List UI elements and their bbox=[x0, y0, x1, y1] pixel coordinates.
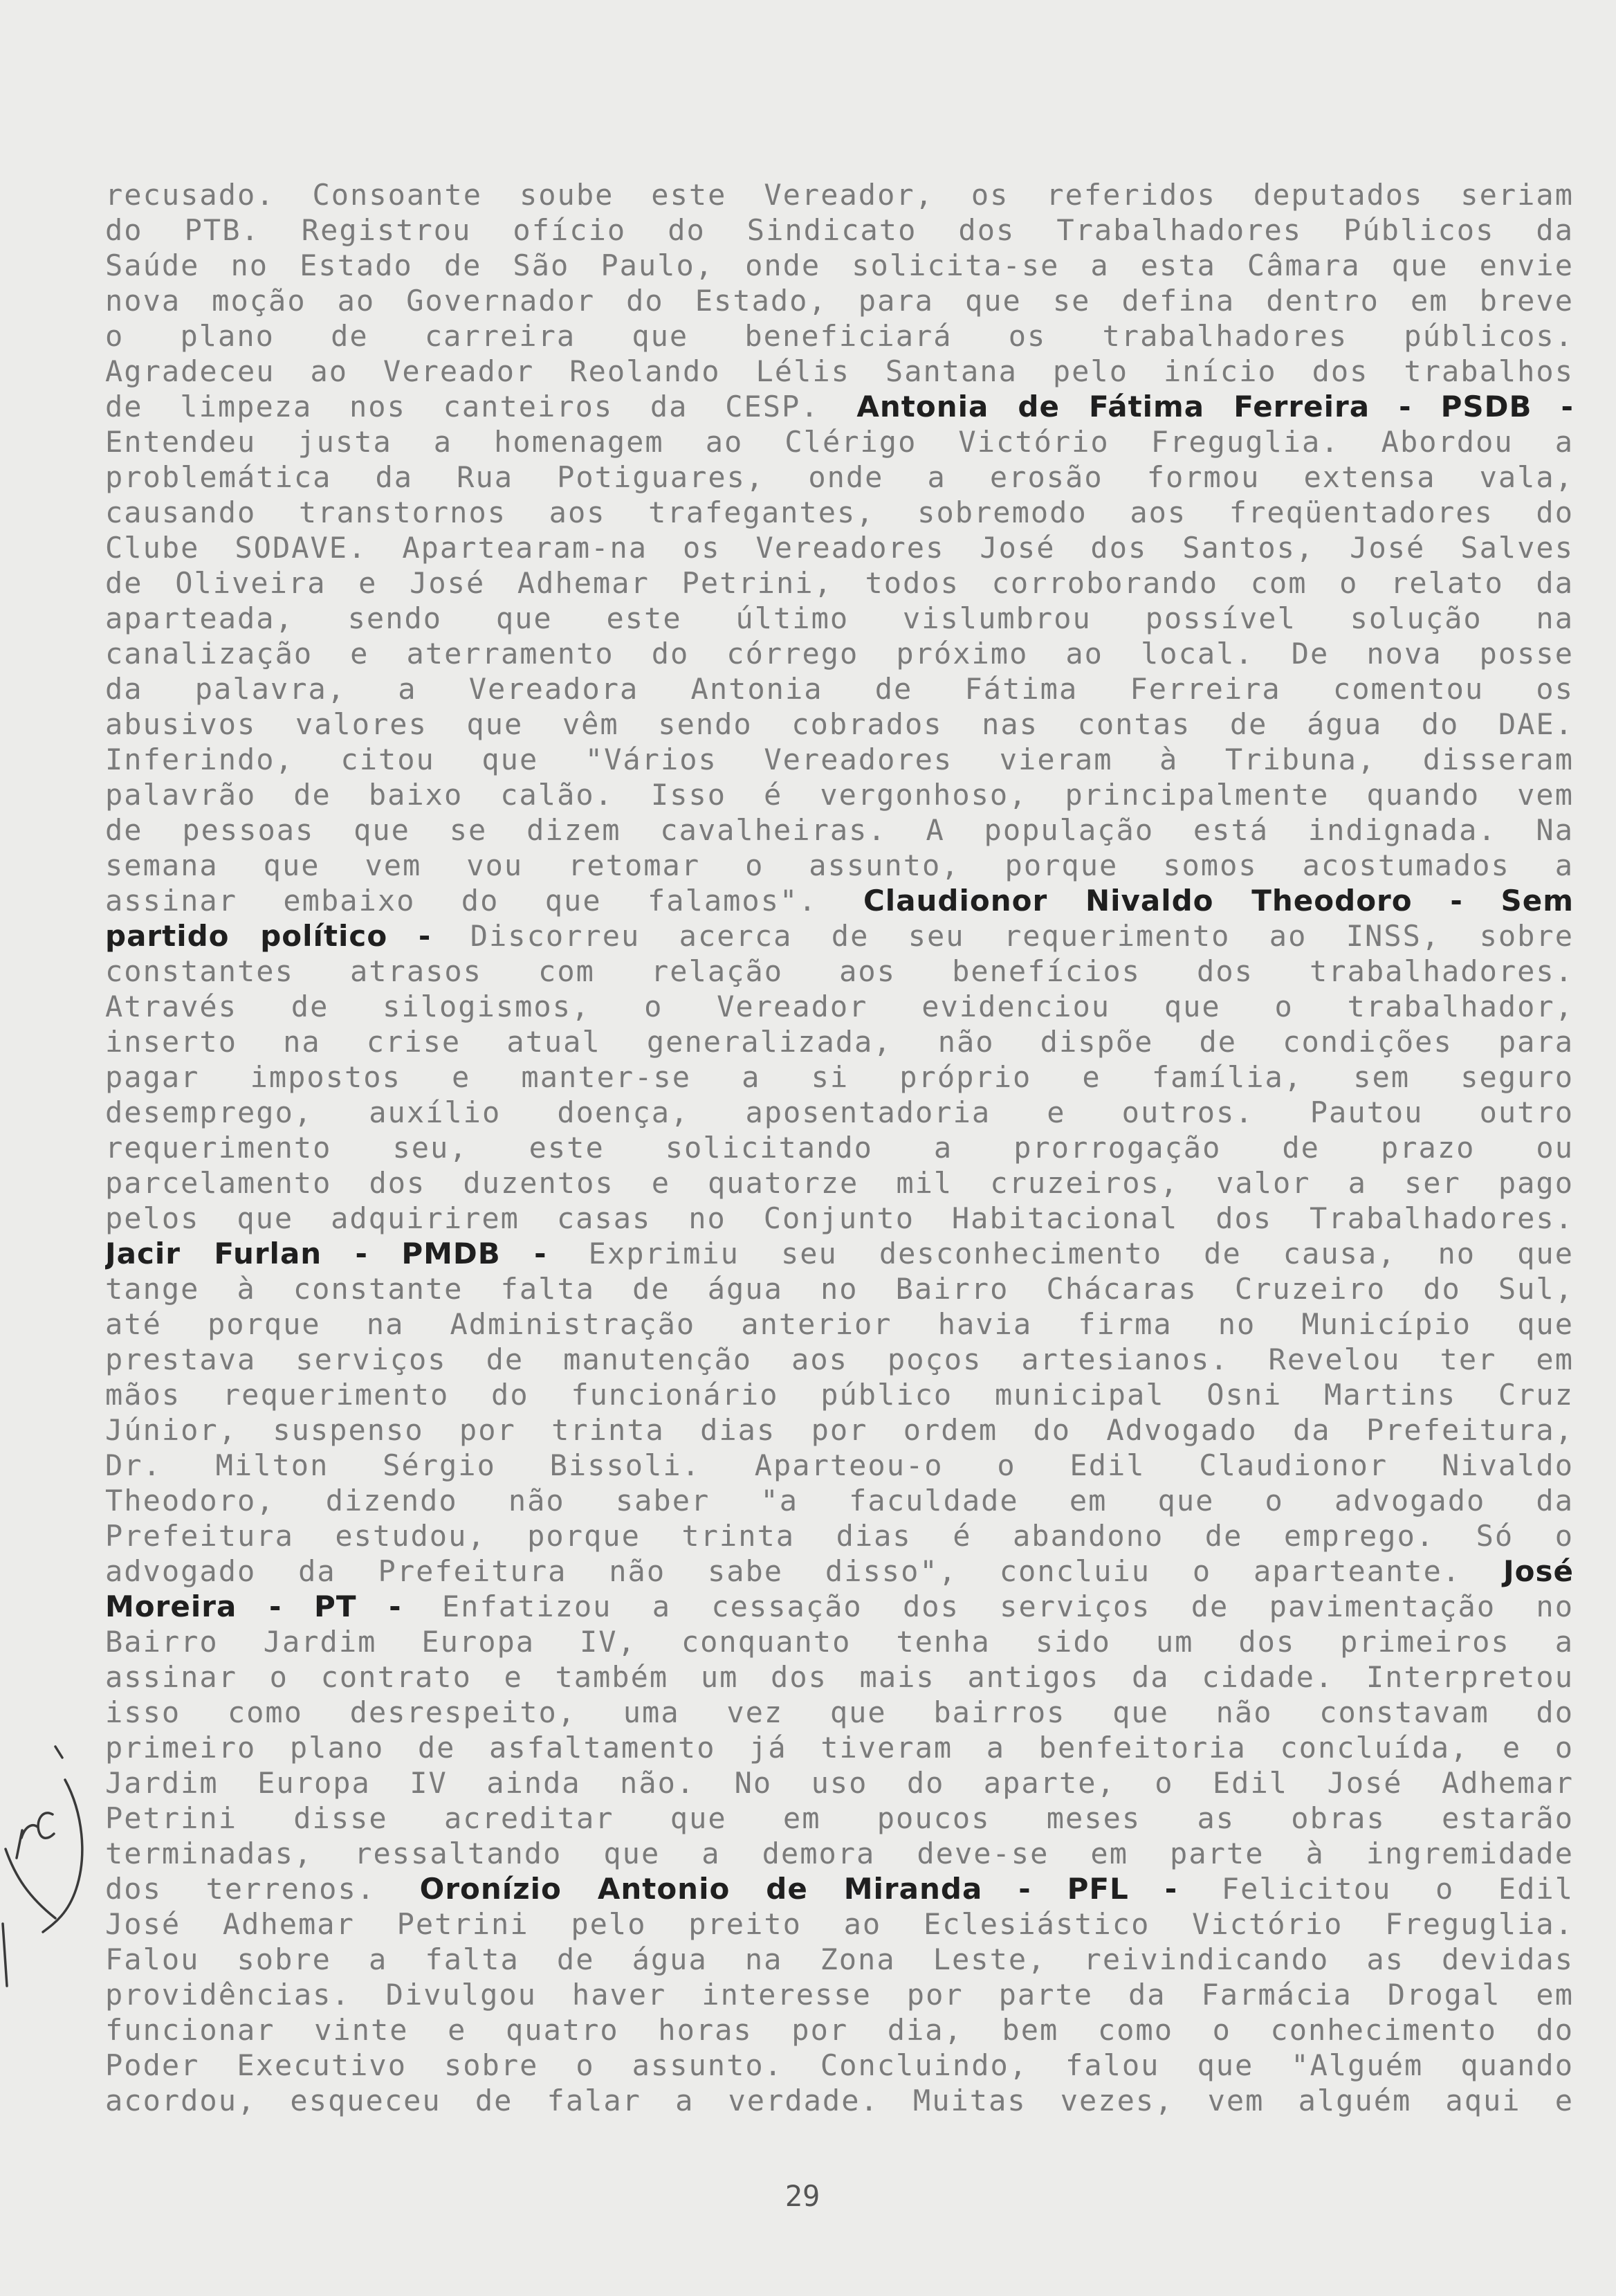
text-line bbox=[105, 1201, 1574, 1236]
text-line bbox=[105, 1977, 1574, 2012]
text-line bbox=[105, 1589, 1574, 1624]
line-text: de pessoas que se dizem cavalheiras. A população está indignada. Na bbox=[105, 813, 1574, 847]
page-number: 29 bbox=[784, 2179, 820, 2213]
ink-letter-r bbox=[17, 1825, 37, 1858]
line-text: assinar embaixo do que falamos". bbox=[105, 884, 818, 918]
text-line bbox=[105, 636, 1574, 671]
text-line bbox=[105, 212, 1574, 248]
ink-parenthesis bbox=[43, 1780, 82, 1932]
text-line bbox=[105, 1765, 1574, 1801]
text-line bbox=[105, 989, 1574, 1024]
text-line bbox=[105, 1942, 1574, 1977]
text-line bbox=[105, 1483, 1574, 1518]
text-line bbox=[105, 1024, 1574, 1059]
text-line bbox=[105, 848, 1574, 883]
line-text: aparteada, sendo que este último vislumbrou possível solução na bbox=[105, 601, 1574, 635]
text-line bbox=[105, 318, 1574, 354]
line-text: mãos requerimento do funcionário público municipal Osni Martins Cruz bbox=[105, 1378, 1574, 1412]
text-line bbox=[105, 1059, 1574, 1095]
line-text: constantes atrasos com relação aos benefícios dos trabalhadores. bbox=[105, 954, 1574, 988]
line-text: Dr. Milton Sérgio Bissoli. Aparteou-o o Edil Claudionor Nivaldo bbox=[105, 1448, 1574, 1482]
text-line bbox=[105, 1306, 1574, 1342]
text-line bbox=[105, 177, 1574, 212]
line-text: parcelamento dos duzentos e quatorze mil cruzeiros, valor a ser pago bbox=[105, 1166, 1574, 1200]
line-text: requerimento seu, este solicitando a prorrogação de prazo ou bbox=[105, 1131, 1574, 1165]
speaker-name: José bbox=[1503, 1554, 1574, 1588]
line-text: Inferindo, citou que "Vários Vereadores vieram à Tribuna, disseram bbox=[105, 742, 1574, 776]
line-text: abusivos valores que vêm sendo cobrados nas contas de água do DAE. bbox=[105, 707, 1574, 741]
text-line bbox=[105, 1659, 1574, 1695]
line-text: pagar impostos e manter-se a si próprio e família, sem seguro bbox=[105, 1060, 1574, 1094]
text-line bbox=[105, 918, 1574, 954]
line-text: Clube SODAVE. Apartearam-na os Vereadores José dos Santos, José Salves bbox=[105, 531, 1574, 565]
line-text: José Adhemar Petrini pelo preito ao Eclesiástico Victório Freguglia. bbox=[105, 1907, 1574, 1941]
text-line bbox=[105, 283, 1574, 318]
text-line bbox=[105, 495, 1574, 530]
line-text: desemprego, auxílio doença, aposentadoria e outros. Pautou outro bbox=[105, 1095, 1574, 1129]
line-text: recusado. Consoante soube este Vereador, os referidos deputados seriam bbox=[105, 178, 1574, 212]
line-text: do PTB. Registrou ofício do Sindicato dos Trabalhadores Públicos da bbox=[105, 213, 1574, 247]
line-text: funcionar vinte e quatro horas por dia, bem como o conhecimento do bbox=[105, 2013, 1574, 2047]
line-text: Agradeceu ao Vereador Reolando Lélis Santana pelo início dos trabalhos bbox=[105, 354, 1574, 388]
text-line bbox=[105, 1412, 1574, 1448]
line-text: Saúde no Estado de São Paulo, onde solicita-se a esta Câmara que envie bbox=[105, 248, 1574, 282]
handwritten-margin-mark-icon bbox=[0, 1716, 104, 1993]
line-text: prestava serviços de manutenção aos poços artesianos. Revelou ter em bbox=[105, 1342, 1574, 1376]
text-line bbox=[105, 1448, 1574, 1483]
text-line bbox=[105, 1624, 1574, 1659]
text-line bbox=[105, 565, 1574, 601]
line-text: isso como desrespeito, uma vez que bairros que não constavam do bbox=[105, 1695, 1574, 1729]
speaker-name: Jacir Furlan - PMDB - bbox=[105, 1237, 547, 1270]
text-line bbox=[105, 1695, 1574, 1730]
line-text: causando transtornos aos trafegantes, sobremodo aos freqüentadores do bbox=[105, 495, 1574, 529]
text-line bbox=[105, 530, 1574, 565]
text-line bbox=[105, 1236, 1574, 1271]
text-line bbox=[105, 2048, 1574, 2083]
line-text: canalização e aterramento do córrego próximo ao local. De nova posse bbox=[105, 637, 1574, 671]
text-line bbox=[105, 1871, 1574, 1906]
line-text: de limpeza nos canteiros da CESP. bbox=[105, 390, 820, 423]
line-text: Falou sobre a falta de água na Zona Leste, reivindicando as devidas bbox=[105, 1942, 1574, 1976]
line-text: de Oliveira e José Adhemar Petrini, todos corroborando com o relato da bbox=[105, 566, 1574, 600]
ink-letter-c bbox=[38, 1813, 54, 1838]
line-text: o plano de carreira que beneficiará os trabalhadores públicos. bbox=[105, 319, 1574, 353]
line-text: até porque na Administração anterior havia firma no Município que bbox=[105, 1307, 1574, 1341]
line-text: acordou, esqueceu de falar a verdade. Muitas vezes, vem alguém aqui e bbox=[105, 2084, 1574, 2117]
text-line bbox=[105, 2083, 1574, 2118]
line-text: assinar o contrato e também um dos mais antigos da cidade. Interpretou bbox=[105, 1660, 1574, 1694]
ink-tick bbox=[55, 1747, 62, 1758]
text-line bbox=[105, 601, 1574, 636]
speaker-name: Claudionor Nivaldo Theodoro - Sem bbox=[863, 884, 1574, 918]
line-text: Poder Executivo sobre o assunto. Concluindo, falou que "Alguém quando bbox=[105, 2048, 1574, 2082]
line-text: pelos que adquirirem casas no Conjunto Habitacional dos Trabalhadores. bbox=[105, 1201, 1574, 1235]
speaker-name: Antonia de Fátima Ferreira - PSDB - bbox=[856, 390, 1574, 423]
speaker-name: partido político - bbox=[105, 919, 432, 953]
text-line bbox=[105, 812, 1574, 848]
text-line bbox=[105, 248, 1574, 283]
line-text: advogado da Prefeitura não sabe disso", concluiu o aparteante. bbox=[105, 1554, 1462, 1588]
text-line bbox=[105, 424, 1574, 459]
text-line bbox=[105, 354, 1574, 389]
speaker-name: Moreira - PT - bbox=[105, 1589, 402, 1623]
line-text: Através de silogismos, o Vereador evidenciou que o trabalhador, bbox=[105, 990, 1574, 1023]
text-line bbox=[105, 1342, 1574, 1377]
line-text: Petrini disse acreditar que em poucos meses as obras estarão bbox=[105, 1801, 1574, 1835]
text-line bbox=[105, 671, 1574, 707]
line-text: problemática da Rua Potiguares, onde a erosão formou extensa vala, bbox=[105, 460, 1574, 494]
text-line bbox=[105, 1130, 1574, 1165]
text-line bbox=[105, 1165, 1574, 1201]
text-line bbox=[105, 742, 1574, 777]
line-text: terminadas, ressaltando que a demora deve-se em parte à ingremidade bbox=[105, 1837, 1574, 1870]
speaker-name: Oronízio Antonio de Miranda - PFL - bbox=[419, 1872, 1178, 1906]
text-line bbox=[105, 1836, 1574, 1871]
text-line bbox=[105, 954, 1574, 989]
ink-diagonal bbox=[6, 1849, 55, 1918]
text-line bbox=[105, 459, 1574, 495]
text-line bbox=[105, 1906, 1574, 1942]
minutes-text bbox=[105, 177, 1574, 2118]
text-line bbox=[105, 2012, 1574, 2048]
line-text: Jardim Europa IV ainda não. No uso do aparte, o Edil José Adhemar bbox=[105, 1766, 1574, 1800]
text-line bbox=[105, 1271, 1574, 1306]
text-line bbox=[105, 1730, 1574, 1765]
text-line bbox=[105, 883, 1574, 918]
line-text: Theodoro, dizendo não saber "a faculdade em que o advogado da bbox=[105, 1484, 1574, 1518]
line-text: Júnior, suspenso por trinta dias por ordem do Advogado da Prefeitura, bbox=[105, 1413, 1574, 1447]
ink-vertical bbox=[3, 1924, 7, 1986]
line-text: Exprimiu seu desconhecimento de causa, no que bbox=[588, 1237, 1574, 1270]
line-text: providências. Divulgou haver interesse por parte da Farmácia Drogal em bbox=[105, 1978, 1574, 2012]
text-line bbox=[105, 707, 1574, 742]
line-text: Discorreu acerca de seu requerimento ao INSS, sobre bbox=[470, 919, 1574, 953]
line-text: inserto na crise atual generalizada, não dispõe de condições para bbox=[105, 1025, 1574, 1059]
text-line bbox=[105, 389, 1574, 424]
line-text: semana que vem vou retomar o assunto, porque somos acostumados a bbox=[105, 848, 1574, 882]
text-line bbox=[105, 1554, 1574, 1589]
text-line bbox=[105, 777, 1574, 812]
line-text: Bairro Jardim Europa IV, conquanto tenha sido um dos primeiros a bbox=[105, 1625, 1574, 1659]
text-line bbox=[105, 1801, 1574, 1836]
text-line bbox=[105, 1095, 1574, 1130]
line-text: dos terrenos. bbox=[105, 1872, 376, 1906]
line-text: palavrão de baixo calão. Isso é vergonhoso, principalmente quando vem bbox=[105, 778, 1574, 812]
line-text: Prefeitura estudou, porque trinta dias é abandono de emprego. Só o bbox=[105, 1519, 1574, 1553]
line-text: da palavra, a Vereadora Antonia de Fátima Ferreira comentou os bbox=[105, 672, 1574, 706]
line-text: tange à constante falta de água no Bairro Chácaras Cruzeiro do Sul, bbox=[105, 1272, 1574, 1306]
line-text: Entendeu justa a homenagem ao Clérigo Victório Freguglia. Abordou a bbox=[105, 425, 1574, 459]
text-line bbox=[105, 1377, 1574, 1412]
text-line bbox=[105, 1518, 1574, 1554]
line-text: Felicitou o Edil bbox=[1221, 1872, 1574, 1906]
line-text: primeiro plano de asfaltamento já tiveram a benfeitoria concluída, e o bbox=[105, 1731, 1574, 1765]
line-text: Enfatizou a cessação dos serviços de pavimentação no bbox=[441, 1589, 1574, 1623]
line-text: nova moção ao Governador do Estado, para que se defina dentro em breve bbox=[105, 284, 1574, 318]
